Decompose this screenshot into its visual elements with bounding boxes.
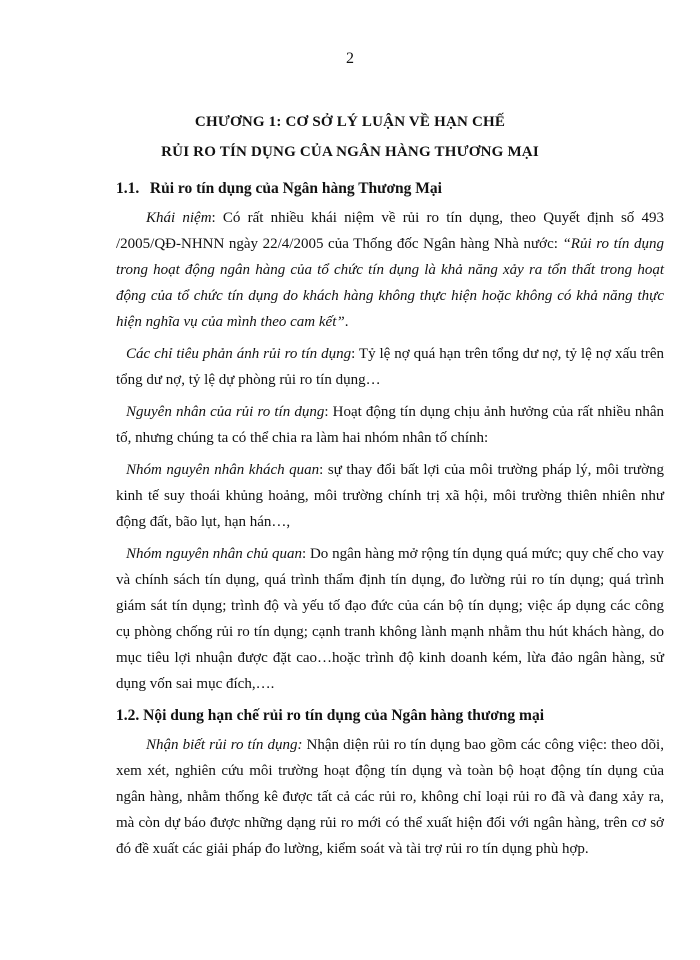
paragraph-lead: Các chỉ tiêu phản ánh rủi ro tín dụng — [126, 346, 352, 362]
paragraph-text: : sự thay đổi bất lợi của môi trường pháp lý, môi trường kinh tế suy thoái khủng hoảng, môi trường chính trị xã hội, môi trường thiên nhiên như động đất, bão lụt, hạn hán…, — [116, 462, 664, 530]
paragraph-text: : Tỷ lệ nợ quá hạn trên tổng dư nợ, tỷ lệ nợ xấu trên tổng dư nợ, tỷ lệ dự phòng rủi ro tín dụng… — [116, 346, 664, 388]
section-heading-1-1 — [116, 176, 664, 202]
paragraph-end: . — [344, 314, 349, 330]
section-title: Nội dung hạn chế rủi ro tín dụng của Ngân hàng thương mại — [143, 707, 545, 724]
paragraph-text: : Do ngân hàng mở rộng tín dụng quá mức; quy chế cho vay và chính sách tín dụng, quá trình thẩm định tín dụng, đo lường rủi ro tín dụng; quá trình giám sát tín dụng; trình độ và yếu tố đạo đức của cán bộ tín dụng; việc áp dụng các công cụ phòng chống rủi ro tín dụng; cạnh tranh không lành mạnh nhằm thu hút khách hàng, do mục tiêu lợi nhuận được đặt cao…hoặc trình độ kinh doanh kém, lừa đảo ngân hàng, sử dụng vốn sai mục đích,…. — [116, 546, 665, 692]
chapter-title-line-2: RỦI RO TÍN DỤNG CỦA NGÂN HÀNG THƯƠNG MẠI — [161, 144, 539, 160]
paragraph-indicators — [116, 341, 664, 393]
paragraph-causes — [116, 399, 664, 451]
paragraph-subjective-causes — [116, 541, 664, 697]
paragraph-lead: Nhóm nguyên nhân khách quan — [126, 462, 320, 478]
paragraph-lead: Nguyên nhân của rủi ro tín dụng — [126, 404, 325, 420]
paragraph-definition — [116, 205, 664, 335]
section-number: 1.2. — [116, 707, 140, 724]
paragraph-text: : Có rất nhiều khái niệm về rủi ro tín dụng, theo Quyết định số 493 /2005/QĐ-NHNN ngày 22/4/2005 của Thống đốc Ngân hàng Nhà nước: — [116, 210, 664, 252]
paragraph-text: : Hoạt động tín dụng chịu ảnh hưởng của rất nhiều nhân tố, nhưng chúng ta có thể chia ra làm hai nhóm nhân tố chính: — [116, 404, 664, 446]
paragraph-objective-causes — [116, 457, 664, 535]
chapter-title-line-1: CHƯƠNG 1: CƠ SỞ LÝ LUẬN VỀ HẠN CHẾ — [194, 114, 506, 130]
paragraph-lead: Nhóm nguyên nhân chủ quan — [126, 546, 302, 562]
definition-quote: “Rủi ro tín dụng trong hoạt động ngân hàng của tổ chức tín dụng là khả năng xảy ra tổn thất trong hoạt động của tổ chức tín dụng do khách hàng không thực hiện hoặc không có khả năng thực hiện nghĩa vụ của mình theo cam kết” — [116, 236, 664, 330]
paragraph-text: Nhận diện rủi ro tín dụng bao gồm các công việc: theo dõi, xem xét, nghiên cứu môi trường hoạt động tín dụng và toàn bộ hoạt động tín dụng của ngân hàng, nhằm thống kê được tất cả các rủi ro, không chỉ loại rủi ro đã và đang xảy ra, mà còn dự báo được những dạng rủi ro mới có thể xuất hiện đối với ngân hàng, trên cơ sở đó đề xuất các giải pháp đo lường, kiểm soát và tài trợ rủi ro tín dụng phù hợp. — [116, 737, 664, 857]
section-title: Rủi ro tín dụng của Ngân hàng Thương Mại — [149, 180, 442, 197]
section-heading-1-2 — [116, 703, 664, 729]
paragraph-risk-identification — [116, 732, 664, 862]
paragraph-lead: Nhận biết rủi ro tín dụng: — [146, 737, 303, 753]
paragraph-lead: Khái niệm — [146, 210, 212, 226]
body-content — [116, 176, 664, 868]
section-number: 1.1. — [116, 180, 140, 197]
page-number: 2 — [346, 50, 354, 67]
